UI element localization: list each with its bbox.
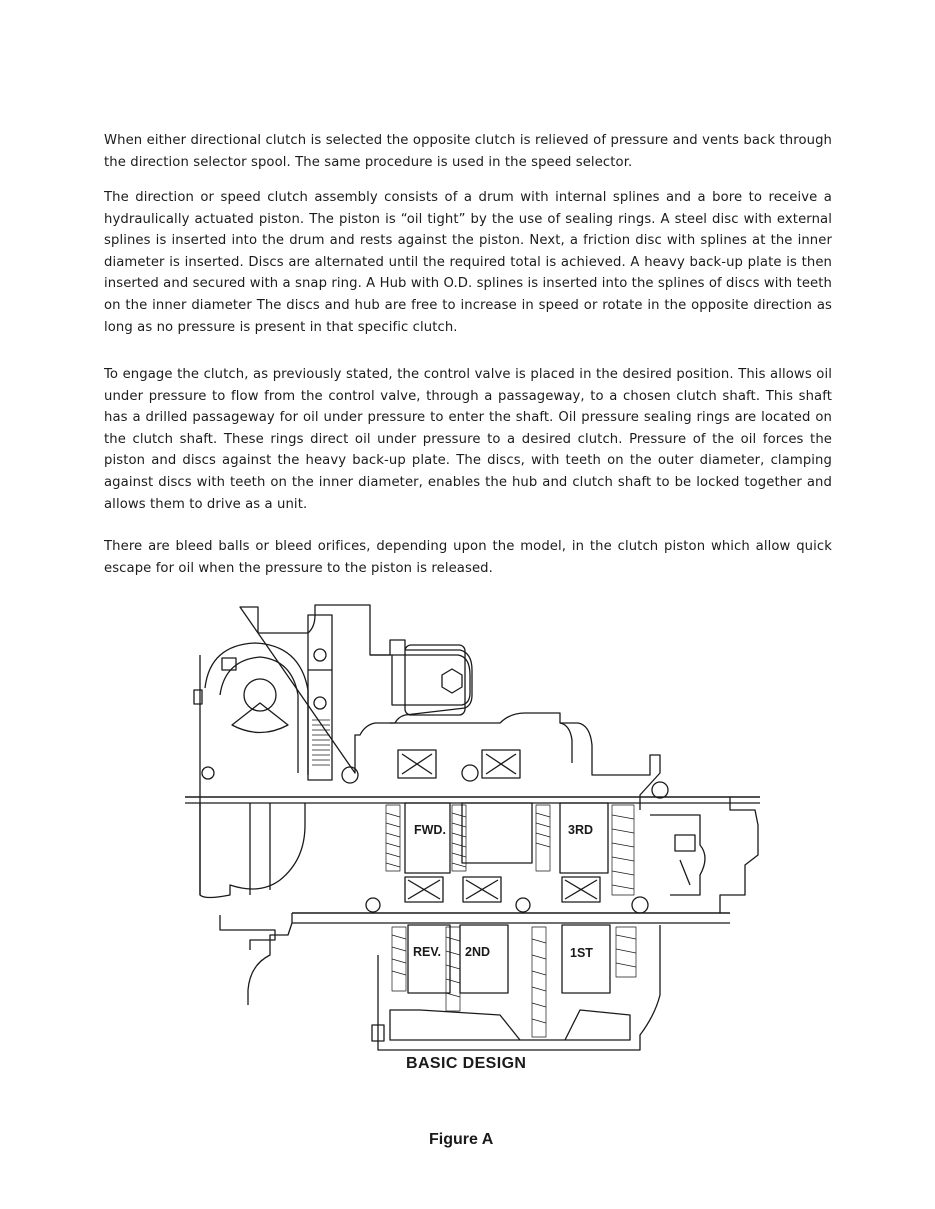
label-reverse-clutch: REV. [413, 945, 442, 959]
figure-caption-number: Figure A [429, 1131, 494, 1148]
label-second-clutch: 2ND [465, 945, 491, 959]
label-forward-clutch: FWD. [414, 823, 446, 837]
transmission-drawing [180, 595, 770, 1065]
paragraph-bleed-balls: There are bleed balls or bleed orifices, depending upon the model, in the clutch piston which allow quick escape for oil when the pressure to the piston is released. [104, 539, 832, 576]
transmission-cross-section-diagram [180, 595, 770, 1065]
paragraph-directional-clutch: When either directional clutch is selected the opposite clutch is relieved of pressure and vents back through the direction selector spool. The same procedure is used in the speed selector. [104, 133, 832, 170]
label-first-clutch: 1ST [570, 946, 593, 960]
label-third-clutch: 3RD [568, 823, 594, 837]
paragraph-clutch-assembly: The direction or speed clutch assembly consists of a drum with internal splines and a bore to receive a hydraulically actuated piston. The piston is “oil tight” by the use of sealing rings. A steel disc with external splines is inserted into the drum and rests against the piston. Next, a friction disc with splines at the inner diameter is inserted. Discs are alternated until the required total is achieved. A heavy back-up plate is then inserted and secured with a snap ring. A Hub with O.D. splines is inserted into the splines of discs with teeth on the inner diameter The discs and hub are free to increase in speed or rotate in the opposite direction as long as no pressure is present in that specific clutch. [104, 190, 832, 335]
paragraph-engage-clutch: To engage the clutch, as previously stated, the control valve is placed in the desired position. This allows oil under pressure to flow from the control valve, through a passageway, to a chosen clutch shaft. This shaft has a drilled passageway for oil under pressure to enter the shaft. Oil pressure sealing rings are located on the clutch shaft. These rings direct oil under pressure to a desired clutch. Pressure of the oil forces the piston and discs against the heavy back-up plate. The discs, with teeth on the outer diameter, clamping against discs with teeth on the inner diameter, enables the hub and clutch shaft to be locked together and allows them to drive as a unit. [104, 367, 832, 512]
figure-caption-title: BASIC DESIGN [406, 1055, 527, 1072]
